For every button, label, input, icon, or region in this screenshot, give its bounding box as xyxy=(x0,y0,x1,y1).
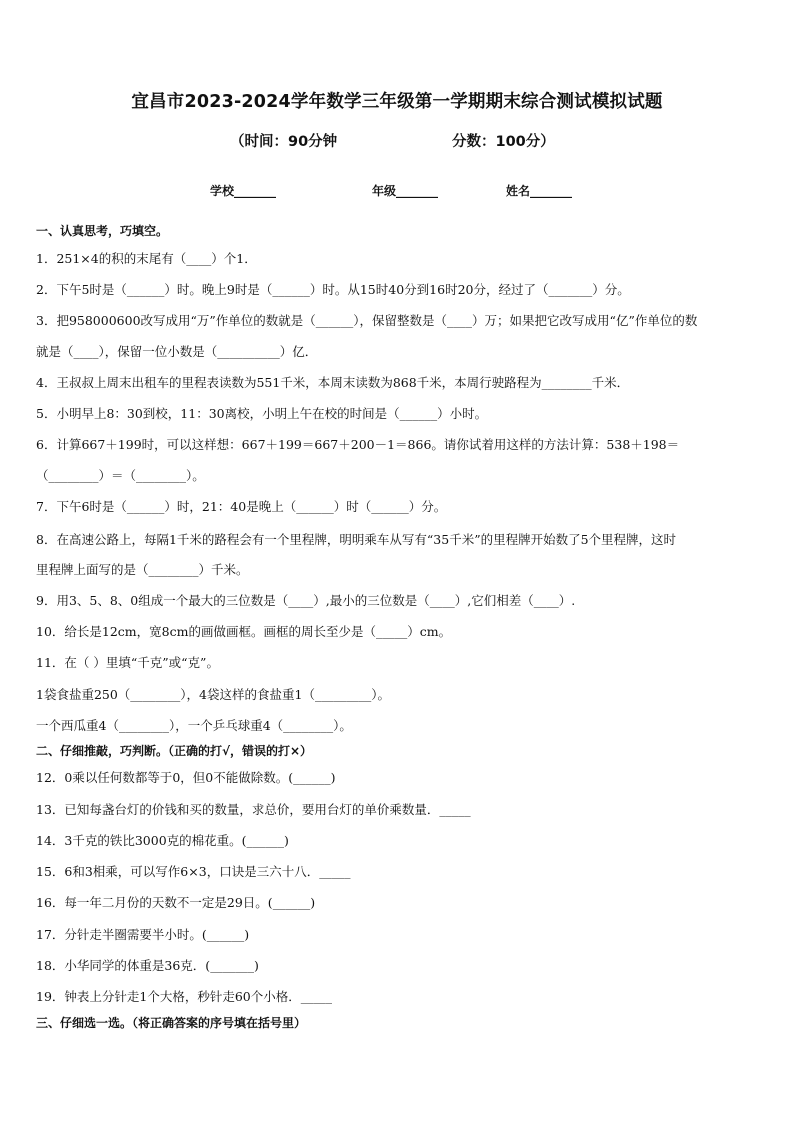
question-11-part-2: 一个西瓜重4（________），一个乒乓球重4（________）。 xyxy=(36,718,352,733)
section-heading-multiple-choice: 三、仔细选一选。（将正确答案的序号填在括号里） xyxy=(36,1016,307,1030)
question-12: 12．0乘以任何数都等于0，但0不能做除数。(______) xyxy=(36,770,336,785)
question-7: 7．下午6时是（______）时，21：40是晚上（______）时（______）分。 xyxy=(36,499,447,514)
exam-time: （时间：90分钟 xyxy=(230,134,338,150)
section-heading-true-false: 二、仔细推敲，巧判断。（正确的打√，错误的打×） xyxy=(36,744,313,758)
question-5: 5．小明早上8：30到校，11：30离校，小明上午在校的时间是（______）小时。 xyxy=(36,406,488,421)
question-3-line-1: 3．把958000600改写成用“万”作单位的数就是（______），保留整数是（____）万；如果把它改写成用“亿”作单位的数 xyxy=(36,313,698,328)
question-8-line-1: 8．在高速公路上，每隔1千米的路程会有一个里程牌，明明乘车从写有“35千米”的里程牌开始数了5个里程牌，这时 xyxy=(36,532,677,547)
question-16: 16．每一年二月份的天数不一定是29日。(______) xyxy=(36,895,316,910)
question-19: 19．钟表上分针走1个大格，秒针走60个小格．_____ xyxy=(36,989,333,1004)
question-11-part-1: 1袋食盐重250（________），4袋这样的食盐重1（_________）。 xyxy=(36,687,390,702)
exam-score: 分数：100分） xyxy=(452,134,555,150)
question-15: 15．6和3相乘，可以写作6×3，口诀是三六十八．_____ xyxy=(36,864,351,879)
section-heading-fill-blank: 一、认真思考，巧填空。 xyxy=(36,224,169,238)
school-field: 学校_______ xyxy=(210,184,277,198)
question-18: 18．小华同学的体重是36克．(_______) xyxy=(36,958,259,973)
question-2: 2．下午5时是（______）时。晚上9时是（______）时。从15时40分到16时20分，经过了（_______）分。 xyxy=(36,282,630,297)
question-17: 17．分针走半圈需要半小时。(______) xyxy=(36,927,250,942)
name-field: 姓名_______ xyxy=(506,184,573,198)
question-13: 13．已知每盏台灯的价钱和买的数量，求总价，要用台灯的单价乘数量．_____ xyxy=(36,802,471,817)
question-4: 4．王叔叔上周末出租车的里程表读数为551千米，本周末读数为868千米，本周行驶路程为________千米． xyxy=(36,375,630,390)
question-14: 14．3千克的铁比3000克的棉花重。(______) xyxy=(36,833,289,848)
question-6-line-1: 6．计算667＋199时，可以这样想：667＋199＝667＋200－1＝866。请你试着用这样的方法计算：538＋198＝ xyxy=(36,437,680,452)
exam-title: 宜昌市2023-2024学年数学三年级第一学期期末综合测试模拟试题 xyxy=(131,92,663,112)
grade-field: 年级_______ xyxy=(372,184,439,198)
question-11: 11．在（ ）里填“千克”或“克”。 xyxy=(36,655,219,670)
question-8-line-2: 里程牌上面写的是（________）千米。 xyxy=(36,562,249,577)
question-6-line-2: （________）＝（________）。 xyxy=(36,468,205,483)
question-1: 1．251×4的积的末尾有（____）个1． xyxy=(36,251,257,266)
question-9: 9．用3、5、8、0组成一个最大的三位数是（____）,最小的三位数是（____）,它们相差（____）. xyxy=(36,593,576,608)
question-10: 10．给长是12cm，宽8cm的画做画框。画框的周长至少是（_____）cm。 xyxy=(36,624,452,639)
question-3-line-2: 就是（____），保留一位小数是（__________）亿． xyxy=(36,344,318,359)
